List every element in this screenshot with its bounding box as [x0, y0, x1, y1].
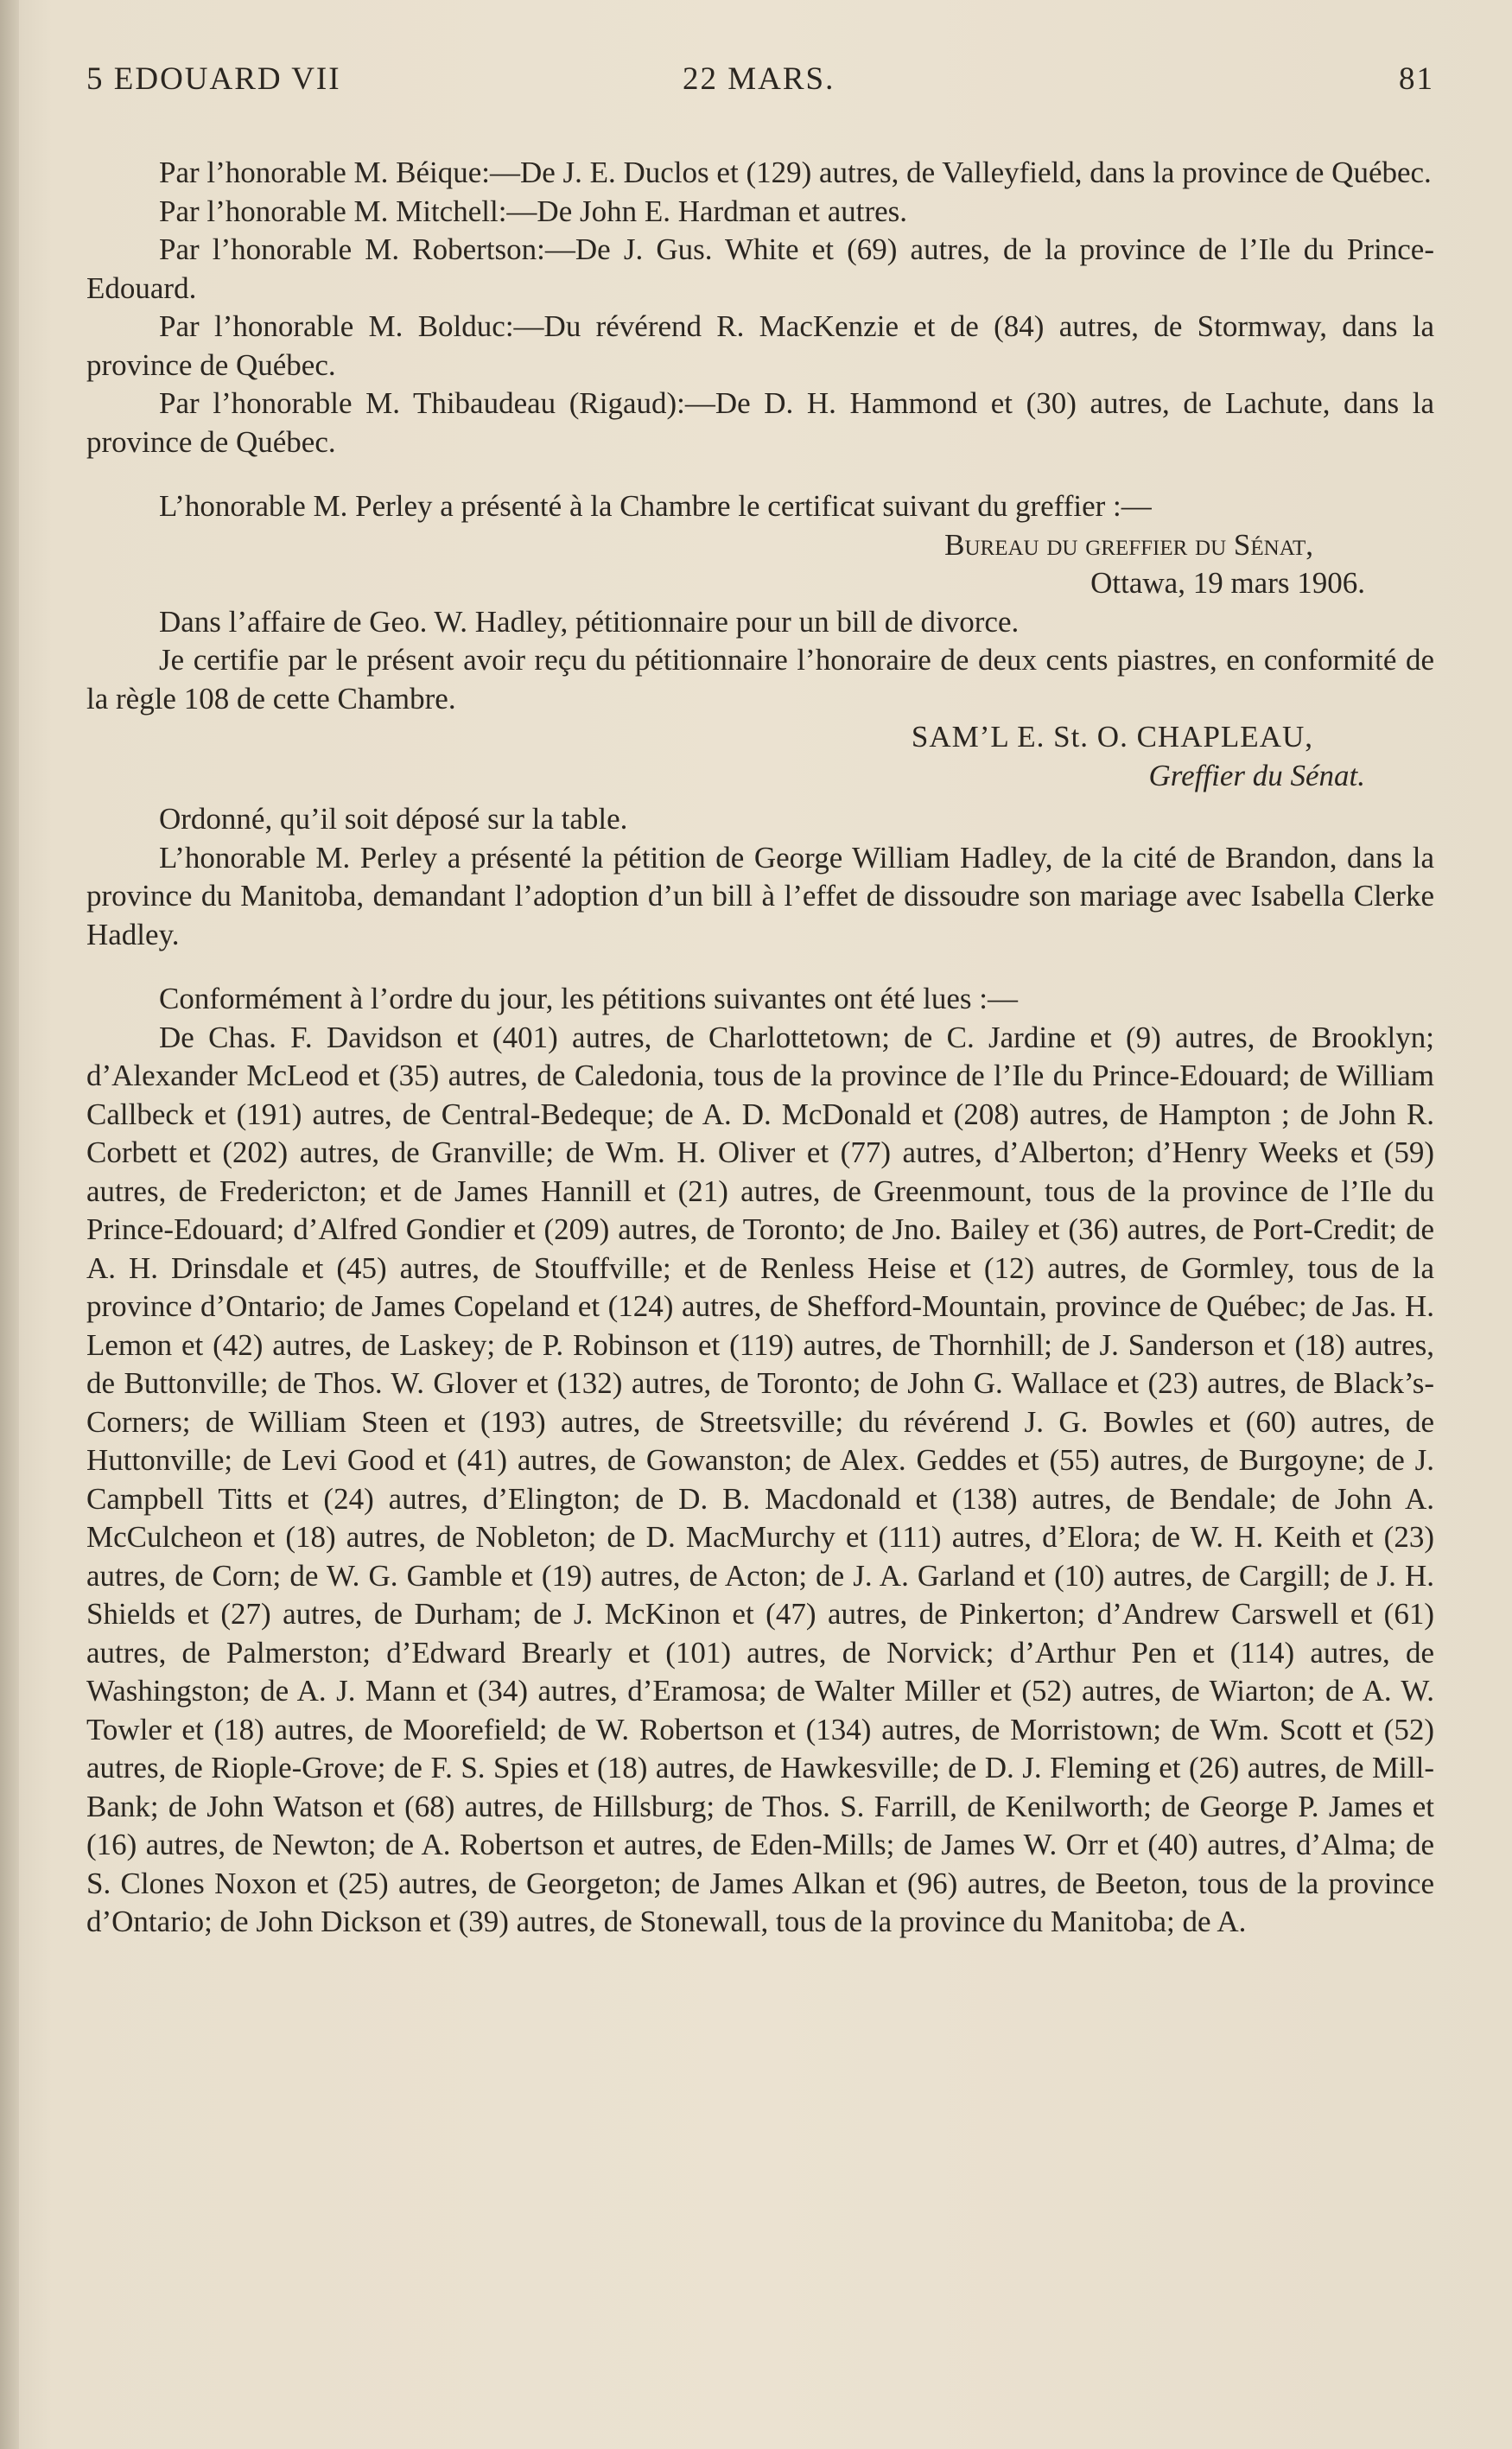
page-gutter	[0, 0, 19, 2449]
header-left: 5 EDOUARD VII	[86, 61, 341, 97]
paragraph-bolduc: Par l’honorable M. Bolduc:—Du révérend R. MacKenzie et de (84) autres, de Stormway, dans la province de Québec.	[86, 309, 1434, 382]
signature-title: Greffier du Sénat.	[1148, 758, 1365, 792]
paragraph-mitchell: Par l’honorable M. Mitchell:—De John E. Hardman et autres.	[159, 194, 908, 228]
paragraph-hadley-affair: Dans l’affaire de Geo. W. Hadley, pétitionnaire pour un bill de divorce.	[159, 604, 1020, 639]
paragraph-hadley-petition: L’honorable M. Perley a présenté la pétition de George William Hadley, de la cité de Brandon, dans la province du Manitoba, demandant l’adoption d’un bill à l’effet de dissoudre son mariage avec Isabella Clerke Hadley.	[86, 840, 1434, 951]
certificate-date: Ottawa, 19 mars 1906.	[1090, 566, 1365, 600]
paragraph-beique: Par l’honorable M. Béique:—De J. E. Duclos et (129) autres, de Valleyfield, dans la province de Québec.	[159, 156, 1432, 189]
signature-name: SAM’L E. St. O. CHAPLEAU,	[911, 720, 1313, 754]
paragraph-petitions-read: Conformément à l’ordre du jour, les pétitions suivantes ont été lues :—	[159, 982, 1018, 1015]
paragraph-thibaudeau: Par l’honorable M. Thibaudeau (Rigaud):—De D. H. Hammond et (30) autres, de Lachute, dans la province de Québec.	[86, 386, 1434, 459]
paragraph-certification: Je certifie par le présent avoir reçu du pétitionnaire l’honoraire de deux cents piastres, en conformité de la règle 108 de cette Chambre.	[86, 643, 1434, 716]
paragraph-robertson: Par l’honorable M. Robertson:—De J. Gus. White et (69) autres, de la province de l’Ile du Prince-Edouard.	[86, 232, 1434, 305]
page-number: 81	[1399, 61, 1434, 97]
header-center: 22 MARS.	[683, 61, 835, 97]
paragraph-petitions-list: De Chas. F. Davidson et (401) autres, de Charlottetown; de C. Jardine et (9) autres, de Brooklyn; d’Alexander McLeod et (35) autres, de Caledonia, tous de la province de l’Ile du Prince-Edouard; de William Callbeck et (191) autres, de Central-Bedeque; de A. D. McDonald et (208) autres, de Hampton ; de John R. Corbett et (202) autres, de Granville; de Wm. H. Oliver et (77) autres, d’Alberton; d’Henry Weeks et (59) autres, de Fredericton; et de James Hannill et (21) autres, de Greenmount, tous de la province de l’Ile du Prince-Edouard; d’Alfred Gondier et (209) autres, de Toronto; de Jno. Bailey et (36) autres, de Port-Credit; de A. H. Drinsdale et (45) autres, de Stouffville; et de Renless Heise et (12) autres, de Gormley, tous de la province d’Ontario; de James Copeland et (124) autres, de Shefford-Mountain, province de Québec; de Jas. H. Lemon et (42) autres, de Laskey; de P. Robinson et (119) autres, de Thornhill; de J. Sanderson et (18) autres, de Buttonville; de Thos. W. Glover et (132) autres, de Toronto; de John G. Wallace et (23) autres, de Black’s-Corners; de William Steen et (193) autres, de Streetsville; du révérend J. G. Bowles et (60) autres, de Huttonville; de Levi Good et (41) autres, de Gowanston; de Alex. Geddes et (55) autres, de Burgoyne; de J. Campbell Titts et (24) autres, d’Elington; de D. B. Macdonald et (138) autres, de Bendale; de John A. McCulcheon et (18) autres, de Nobleton; de D. MacMurchy et (111) autres, d’Elora; de W. H. Keith et (23) autres, de Corn; de W. G. Gamble et (19) autres, de Acton; de J. A. Garland et (10) autres, de Cargill; de J. H. Shields et (27) autres, de Durham; de J. McKinon et (47) autres, de Pinkerton; d’Andrew Carswell et (61) autres, de Palmerston; d’Edward Brearly et (101) autres, de Norvick; d’Arthur Pen et (114) autres, de Washingston; de A. J. Mann et (34) autres, d’Eramosa; de Walter Miller et (52) autres, de Wiarton; de A. W. Towler et (18) autres, de Moorefield; de W. Robertson et (134) autres, de Morristown; de Wm. Scott et (52) autres, de Riople-Grove; de F. S. Spies et (18) autres, de Hawkesville; de D. J. Fleming et (26) autres, de Mill-Bank; de John Watson et (68) autres, de Hillsburg; de Thos. S. Farrill, de Kenilworth; de George P. James et (16) autres, de Newton; de A. Robertson et autres, de Eden-Mills; de James W. Orr et (40) autres, d’Alma; de S. Clones Noxon et (25) autres, de Georgeton; de James Alkan et (96) autres, de Beeton, tous de la province d’Ontario; de John Dickson et (39) autres, de Stonewall, tous de la province du Manitoba; de A.	[86, 1020, 1434, 1938]
document-body	[86, 154, 1434, 1942]
paragraph-certificate-intro: L’honorable M. Perley a présenté à la Chambre le certificat suivant du greffier :—	[159, 489, 1152, 523]
certificate-office: Bureau du greffier du Sénat,	[944, 527, 1313, 562]
running-header	[86, 60, 1434, 104]
paragraph-ordered: Ordonné, qu’il soit déposé sur la table.	[159, 802, 628, 836]
